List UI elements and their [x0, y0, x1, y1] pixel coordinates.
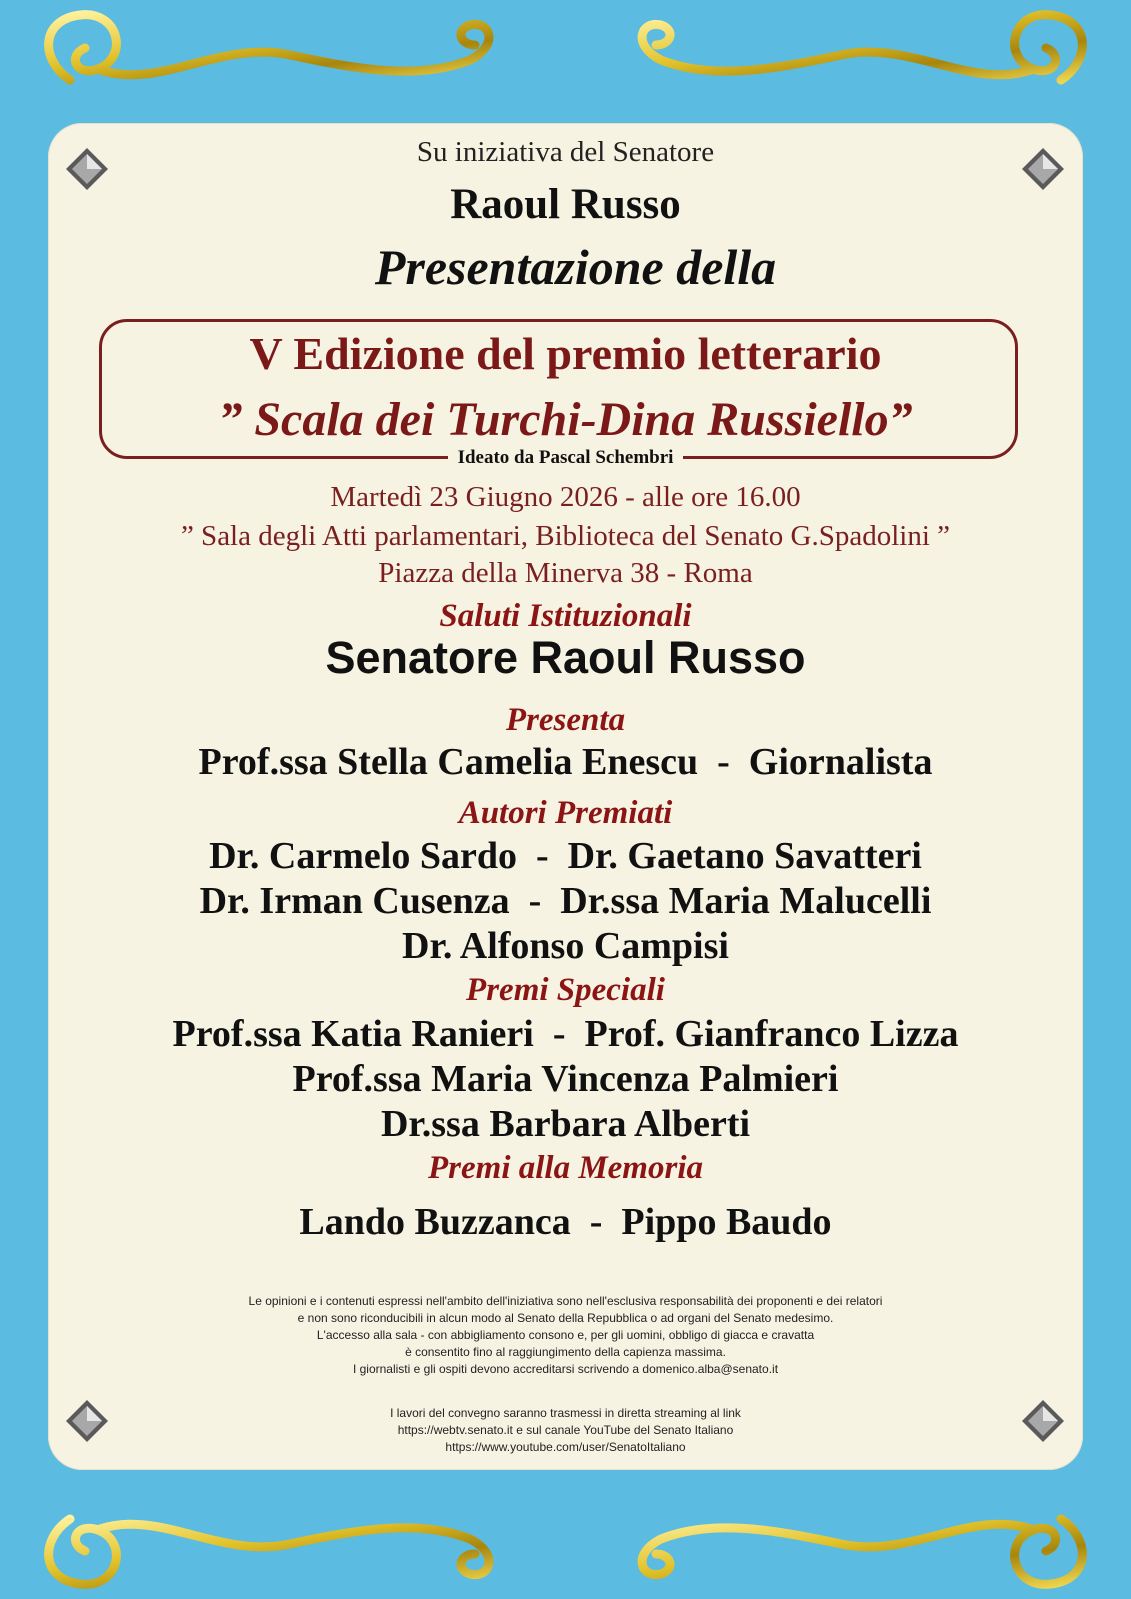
event-venue: ” Sala degli Atti parlamentari, Biblioteca del Senato G.Spadolini ”	[180, 520, 951, 552]
saluti-heading: Saluti Istituzionali	[439, 598, 692, 634]
streaming-info	[0, 1405, 1131, 1456]
autori-line: Dr. Carmelo Sardo - Dr. Gaetano Savatteri	[209, 835, 922, 877]
presenta-heading: Presenta	[505, 702, 626, 738]
prize-name: ” Scala dei Turchi-Dina Russiello”	[218, 393, 913, 446]
event-date: Martedì 23 Giugno 2026 - alle ore 16.00	[330, 481, 801, 513]
bottom-right-scroll	[642, 1519, 1082, 1584]
memoria-line: Lando Buzzanca - Pippo Baudo	[299, 1201, 832, 1243]
autori-heading: Autori Premiati	[458, 795, 673, 831]
disclaimer-line: Le opinioni e i contenuti espressi nell'ambito dell'iniziativa sono nell'esclusiva responsabilità dei proponenti e dei relatori	[248, 1294, 883, 1308]
autori-line: Dr. Alfonso Campisi	[402, 925, 729, 967]
youtube-link[interactable]: https://www.youtube.com/user/SenatoItaliano	[445, 1440, 686, 1454]
speciali-heading: Premi Speciali	[466, 972, 665, 1008]
streaming-line: I lavori del convegno saranno trasmessi in diretta streaming al link	[390, 1406, 741, 1420]
edition-title: V Edizione del premio letterario	[249, 328, 882, 379]
presenta-line: Prof.ssa Stella Camelia Enescu - Giornalista	[198, 741, 933, 783]
senator-name: Raoul Russo	[450, 181, 681, 228]
ideato-label: Ideato da Pascal Schembri	[448, 447, 684, 468]
speciali-line: Prof.ssa Maria Vincenza Palmieri	[292, 1058, 839, 1100]
ideato-credit	[0, 447, 1131, 469]
intro-text: Su iniziativa del Senatore	[416, 136, 715, 168]
event-address: Piazza della Minerva 38 - Roma	[378, 557, 753, 589]
disclaimer-line: I giornalisti e gli ospiti devono accreditarsi scrivendo a domenico.alba@senato.it	[352, 1362, 779, 1376]
disclaimer-line: è consentito fino al raggiungimento della capienza massima.	[405, 1345, 726, 1359]
presentation-heading: Presentazione della	[374, 239, 777, 295]
streaming-link[interactable]: https://webtv.senato.it e sul canale YouTube del Senato Italiano	[397, 1423, 734, 1437]
saluti-name: Senatore Raoul Russo	[325, 632, 806, 683]
disclaimer	[0, 1293, 1131, 1378]
top-right-scroll	[642, 15, 1082, 80]
disclaimer-line: L'accesso alla sala - con abbigliamento consono e, per gli uomini, obbligo di giacca e cravatta	[316, 1328, 815, 1342]
disclaimer-line: e non sono riconducibili in alcun modo al Senato della Repubblica o ad organi del Senato medesimo.	[297, 1311, 834, 1325]
speciali-line: Dr.ssa Barbara Alberti	[380, 1103, 751, 1145]
memoria-heading: Premi alla Memoria	[428, 1150, 703, 1186]
top-left-scroll	[49, 15, 489, 80]
bottom-left-scroll	[49, 1519, 489, 1584]
speciali-line: Prof.ssa Katia Ranieri - Prof. Gianfranco Lizza	[172, 1013, 959, 1055]
autori-line: Dr. Irman Cusenza - Dr.ssa Maria Malucelli	[199, 880, 932, 922]
